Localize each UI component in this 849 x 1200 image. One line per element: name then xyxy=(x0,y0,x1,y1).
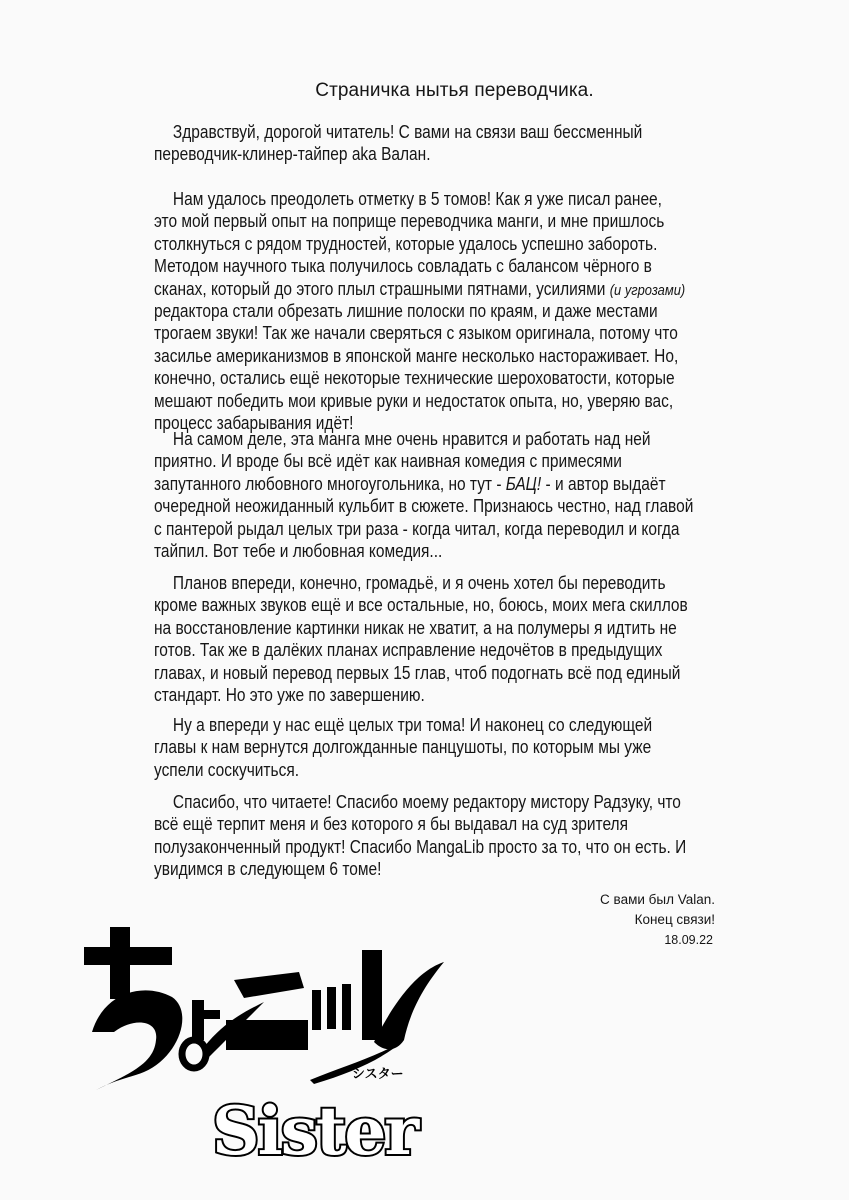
paragraph-progress xyxy=(154,188,754,434)
paragraph-plans xyxy=(154,572,754,706)
text-line: переводчик-клинер-тайпер aka Валан. xyxy=(154,144,431,165)
paragraph-thanks xyxy=(154,791,754,881)
text-line: столкнуться с рядом трудностей, которые удалось успешно забороть. xyxy=(154,233,658,254)
text-line: всё ещё терпит меня и без которого я бы выдавал на суд зрителя xyxy=(154,814,628,835)
text-segment: - и автор выдаёт xyxy=(545,473,666,494)
signature-date: 18.09.22 xyxy=(664,933,713,947)
text-line: главах, и новый перевод первых 15 глав, чтоб подогнать всё под единый xyxy=(154,662,681,683)
text-line: на восстановление картинки никак не хватит, а на полумеры я идтить не xyxy=(154,617,677,638)
text-line: с пантерой рыдал целых три раза - когда читал, когда переводил и когда xyxy=(154,518,680,539)
signature-name: С вами был Valan. xyxy=(600,892,715,907)
signature-signoff: Конец связи! xyxy=(634,912,715,927)
text-line: приятно. И вроде бы всё идёт как наивная комедия с примесями xyxy=(154,451,622,472)
page-title: Страничка нытья переводчика. xyxy=(315,80,594,101)
text-line: Ну а впереди у нас ещё целых три тома! И наконец со следующей xyxy=(172,715,653,735)
text-segment: запутанного любовного многоугольника, но тут - xyxy=(154,473,502,494)
text-line: тайпил. Вот тебе и любовная комедия... xyxy=(154,540,443,561)
text-line: стандарт. Но это уже по завершению. xyxy=(154,684,425,705)
text-line: успели соскучиться. xyxy=(154,759,300,780)
logo-ruby: シスター xyxy=(352,1067,404,1082)
aside-note: (и угрозами) xyxy=(609,281,686,299)
text-line: очередной неожиданный кульбит в сюжете. Признаюсь честно, над главой xyxy=(154,496,694,517)
text-line: Планов впереди, конечно, громадьё, и я очень хотел бы переводить xyxy=(172,573,666,593)
series-logo xyxy=(84,922,444,1162)
text-line: Здравствуй, дорогой читатель! С вами на связи ваш бессменный xyxy=(172,122,643,142)
text-line: готов. Так же в далёких планах исправление недочётов в предыдущих xyxy=(154,640,663,661)
text-line: трогаем звуки! Так же начали сверяться с языком оригинала, потому что xyxy=(154,323,678,344)
text-line xyxy=(154,278,686,300)
paragraph-greeting xyxy=(154,121,754,166)
text-line: процесс забарывания идёт! xyxy=(154,412,354,433)
text-line xyxy=(154,473,670,495)
text-line: Спасибо, что читаете! Спасибо моему редактору мистору Радзуку, что xyxy=(172,792,681,812)
text-line: это мой первый опыт на поприще переводчика манги, и мне пришлось xyxy=(154,211,665,232)
logo-word: Sister xyxy=(212,1092,418,1162)
exclamation: БАЦ! xyxy=(505,473,542,494)
text-line: конечно, остались ещё некоторые технические шероховатости, которые xyxy=(154,368,675,389)
text-line: На самом деле, эта манга мне очень нравится и работать над ней xyxy=(172,429,651,449)
paragraph-impressions xyxy=(154,428,754,562)
text-line: редактора стали обрезать лишние полоски по краям, и даже местами xyxy=(154,300,658,321)
text-line: увидимся в следующем 6 томе! xyxy=(154,859,382,880)
text-line: засилье американизмов в японской манге несколько настораживает. Но, xyxy=(154,345,679,366)
logo-kana xyxy=(84,927,444,1090)
text-line: полузаконченный продукт! Спасибо MangaLib просто за то, что он есть. И xyxy=(154,836,687,857)
text-line: мешают победить мои кривые руки и недостаток опыта, но, уверяю вас, xyxy=(154,390,674,411)
text-line: главы к нам вернутся долгожданные панцушоты, по которым мы уже xyxy=(154,737,652,758)
text-line: Методом научного тыка получилось совладать с балансом чёрного в xyxy=(154,256,652,277)
text-segment: сканах, который до этого плыл страшными пятнами, усилиями xyxy=(154,278,606,299)
signature-block xyxy=(600,890,715,950)
text-line: Нам удалось преодолеть отметку в 5 томов! Как я уже писал ранее, xyxy=(172,189,662,209)
text-line: кроме важных звуков ещё и все остальные, но, боюсь, моих мега скиллов xyxy=(154,595,688,616)
paragraph-upcoming xyxy=(154,714,754,781)
